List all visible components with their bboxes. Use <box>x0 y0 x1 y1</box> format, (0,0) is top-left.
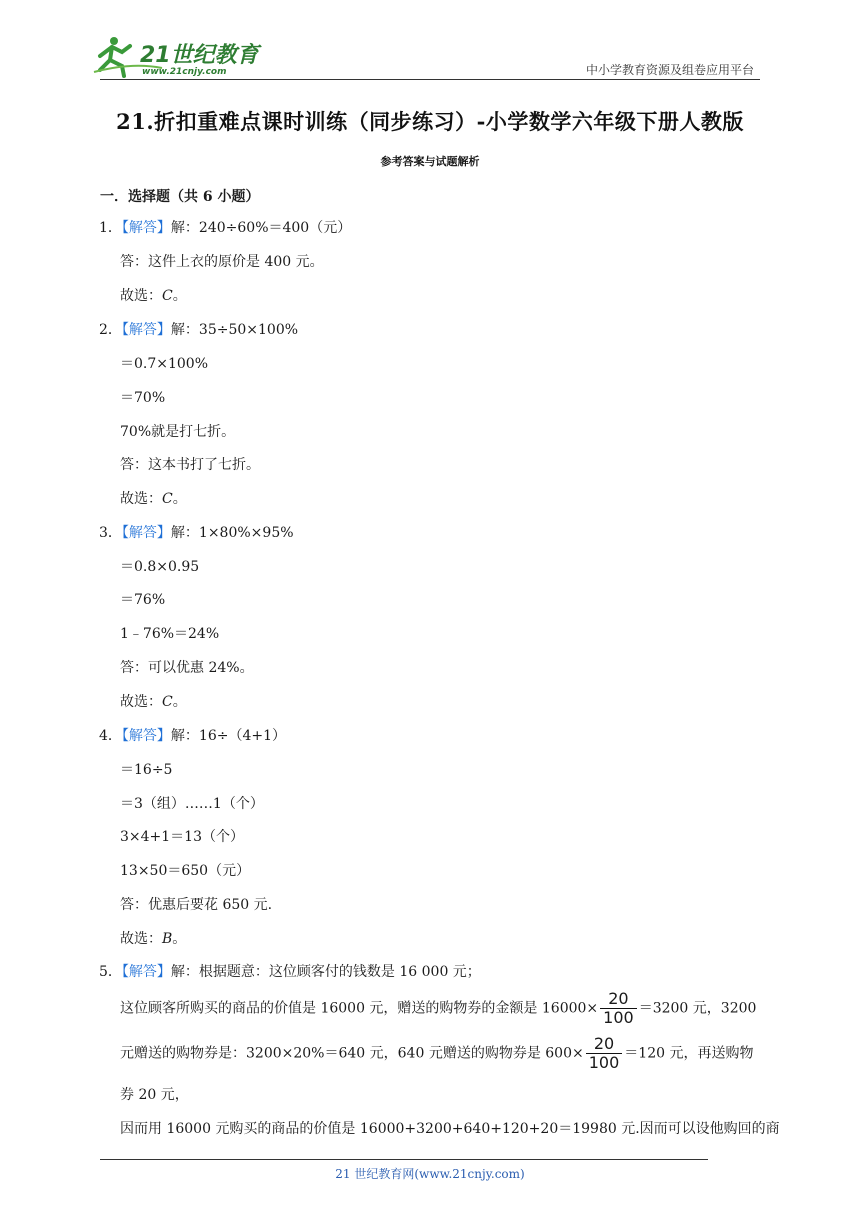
q3-choice-label: 故选： <box>120 694 162 710</box>
q4-line-7 <box>120 930 186 948</box>
fraction-20-100 <box>586 1035 623 1072</box>
footer-divider <box>100 1159 708 1160</box>
q1-choice-label: 故选： <box>120 288 162 304</box>
q5-line-2 <box>120 990 756 1027</box>
q2-text: 解：35÷50×100% <box>170 322 299 338</box>
fraction-numerator: 20 <box>600 990 637 1009</box>
q4-number: 4． <box>99 728 122 744</box>
q3-line-5: 答：可以优惠 24%。 <box>120 660 254 676</box>
q2-line-3: ＝70% <box>120 390 166 406</box>
q2-line-2: ＝0.7×100% <box>120 356 209 372</box>
q1-answer-tag: 【解答】 <box>121 220 171 236</box>
q3-number: 3． <box>99 525 122 541</box>
q3-answer-tag: 【解答】 <box>121 525 171 541</box>
21cnjy-logo <box>92 32 262 80</box>
q1-number: 1． <box>99 220 122 236</box>
fraction-denominator: 100 <box>603 1008 634 1027</box>
q1-choice: C <box>162 288 173 304</box>
q5-line-5: 因而用 16000 元购买的商品的价值是 16000+3200+640+120+20＝19980 元.因而可以设他购回的商 <box>120 1121 780 1137</box>
q3-line-6 <box>120 693 187 711</box>
q1-choice-end: 。 <box>172 288 187 304</box>
q2-line-5: 答：这本书打了七折。 <box>120 457 260 473</box>
q2-choice: C <box>162 491 173 507</box>
page-footer: 21 世纪教育网(www.21cnjy.com) <box>335 1167 525 1181</box>
q5-text: 解：根据题意：这位顾客付的钱数是 16 000 元； <box>170 964 481 980</box>
page-header <box>0 0 860 90</box>
q2-line-6 <box>120 490 187 508</box>
q2-choice-end: 。 <box>172 491 187 507</box>
q5-line-2-b: ＝3200 元，3200 <box>638 1000 757 1017</box>
q3-line-3: ＝76% <box>120 592 166 608</box>
fraction-20-100 <box>600 990 637 1027</box>
q2-line-1 <box>99 321 298 339</box>
q4-line-5: 13×50＝650（元） <box>120 863 251 879</box>
q3-line-1 <box>99 524 294 542</box>
q4-line-6: 答：优惠后要花 650 元. <box>120 897 273 913</box>
q4-choice-label: 故选： <box>120 931 162 947</box>
q3-text: 解：1×80%×95% <box>170 525 294 541</box>
q1-line-3 <box>120 287 187 305</box>
page-title: 21.折扣重难点课时训练（同步练习）-小学数学六年级下册人教版 <box>116 109 744 134</box>
fraction-denominator: 100 <box>588 1053 620 1072</box>
q5-answer-tag: 【解答】 <box>121 964 171 980</box>
q2-choice-label: 故选： <box>120 491 162 507</box>
q5-line-3 <box>120 1035 753 1072</box>
q5-line-3-a: 元赠送的购物券是：3200×20%＝640 元，640 元赠送的购物券是 600× <box>120 1045 584 1062</box>
q5-number: 5． <box>99 964 122 980</box>
q1-text: 解：240÷60%＝400（元） <box>170 220 352 236</box>
q1-line-1 <box>99 219 351 237</box>
logo-text: 21世纪教育 <box>140 43 259 68</box>
q2-number: 2． <box>99 322 122 338</box>
q4-choice: B <box>162 931 173 947</box>
q2-line-4: 70%就是打七折。 <box>120 424 236 440</box>
q4-text: 解：16÷（4+1） <box>170 728 287 744</box>
q4-line-4: 3×4+1＝13（个） <box>120 829 244 845</box>
q5-line-4: 券 20 元， <box>120 1087 189 1103</box>
q4-choice-end: 。 <box>172 931 187 947</box>
header-platform-text: 中小学教育资源及组卷应用平台 <box>585 63 754 77</box>
section-heading: 一．选择题（共 6 小题） <box>100 189 260 205</box>
q5-line-1 <box>99 963 481 981</box>
logo-url: www.21cnjy.com <box>142 67 227 77</box>
q2-answer-tag: 【解答】 <box>121 322 171 338</box>
q4-line-2: ＝16÷5 <box>120 762 173 778</box>
q1-line-2: 答：这件上衣的原价是 400 元。 <box>120 254 324 270</box>
q5-line-2-a: 这位顾客所购买的商品的价值是 16000 元，赠送的购物券的金额是 16000× <box>120 1000 599 1017</box>
q5-line-3-b: ＝120 元，再送购物 <box>624 1045 754 1062</box>
q3-line-4: 1﹣76%＝24% <box>120 626 220 642</box>
fraction-numerator: 20 <box>586 1035 623 1054</box>
q3-choice: C <box>162 694 173 710</box>
q4-line-3: ＝3（组）……1（个） <box>120 796 264 812</box>
q4-line-1 <box>99 727 286 745</box>
page-subtitle: 参考答案与试题解析 <box>380 155 480 168</box>
q3-choice-end: 。 <box>172 694 187 710</box>
q4-answer-tag: 【解答】 <box>121 728 171 744</box>
q3-line-2: ＝0.8×0.95 <box>120 559 200 575</box>
header-divider <box>100 79 760 80</box>
